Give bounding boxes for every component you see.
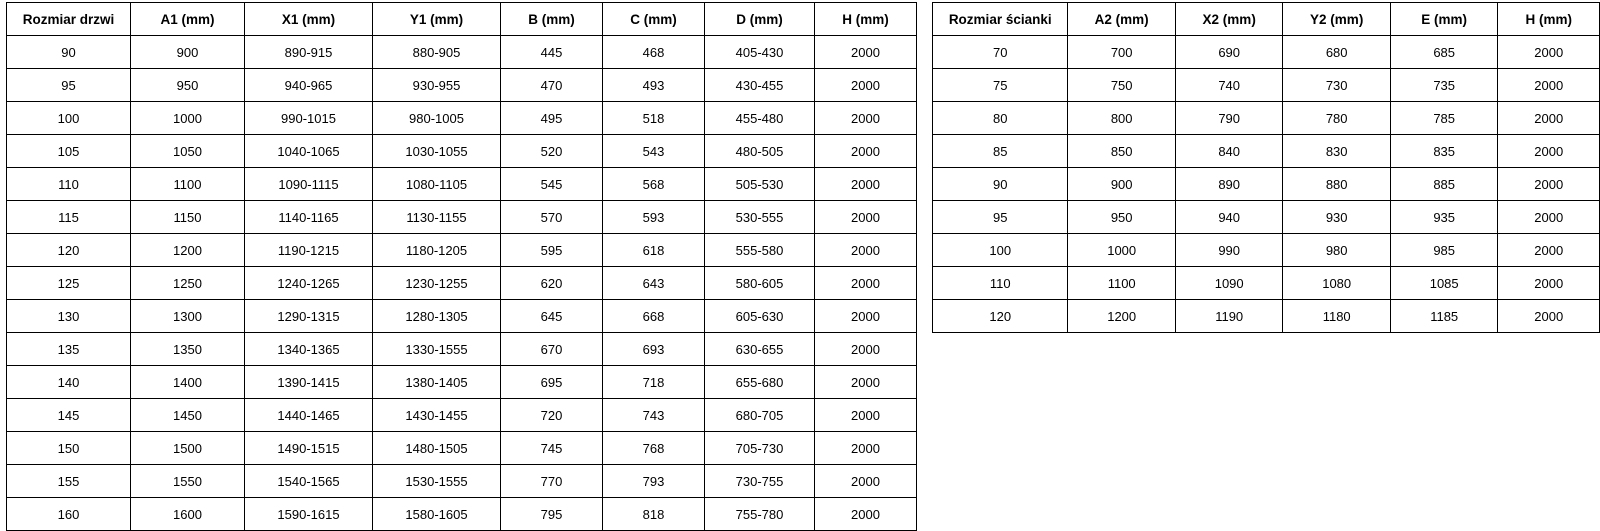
- doors-table-cell: 1590-1615: [245, 498, 373, 531]
- doors-table-cell: 470: [501, 69, 603, 102]
- doors-table-cell: 1050: [131, 135, 245, 168]
- doors-table-head: [7, 3, 917, 36]
- doors-table-cell: 1100: [131, 168, 245, 201]
- walls-table-cell: 1180: [1283, 300, 1391, 333]
- walls-table-cell: 110: [933, 267, 1068, 300]
- doors-table-cell: 1130-1155: [373, 201, 501, 234]
- doors-table-cell: 1390-1415: [245, 366, 373, 399]
- doors-table-column-header: A1 (mm): [131, 3, 245, 36]
- doors-table-cell: 990-1015: [245, 102, 373, 135]
- doors-table-body: [7, 36, 917, 531]
- walls-table-column-header: Rozmiar ścianki: [933, 3, 1068, 36]
- walls-table-cell: 2000: [1498, 69, 1600, 102]
- doors-table-cell: 480-505: [705, 135, 815, 168]
- doors-table-cell: 2000: [815, 465, 917, 498]
- walls-table-cell: 2000: [1498, 234, 1600, 267]
- walls-table-cell: 735: [1390, 69, 1498, 102]
- doors-table-cell: 505-530: [705, 168, 815, 201]
- table-row: [7, 333, 917, 366]
- doors-table-column-header: D (mm): [705, 3, 815, 36]
- doors-table-cell: 693: [603, 333, 705, 366]
- doors-table-cell: 1230-1255: [373, 267, 501, 300]
- doors-table-cell: 1240-1265: [245, 267, 373, 300]
- doors-table-cell: 1290-1315: [245, 300, 373, 333]
- walls-table-cell: 780: [1283, 102, 1391, 135]
- doors-table-cell: 1530-1555: [373, 465, 501, 498]
- doors-table-cell: 1580-1605: [373, 498, 501, 531]
- doors-table-cell: 645: [501, 300, 603, 333]
- doors-dimensions-table-container: [6, 2, 917, 531]
- doors-table-cell: 1380-1405: [373, 366, 501, 399]
- walls-table-head: [933, 3, 1600, 36]
- doors-table-cell: 793: [603, 465, 705, 498]
- walls-table-cell: 785: [1390, 102, 1498, 135]
- doors-table-cell: 160: [7, 498, 131, 531]
- walls-table-cell: 1185: [1390, 300, 1498, 333]
- walls-table-cell: 990: [1175, 234, 1283, 267]
- table-row: [933, 234, 1600, 267]
- doors-table-cell: 1500: [131, 432, 245, 465]
- walls-table-cell: 2000: [1498, 168, 1600, 201]
- doors-table-cell: 90: [7, 36, 131, 69]
- doors-table-column-header: Y1 (mm): [373, 3, 501, 36]
- doors-table-cell: 720: [501, 399, 603, 432]
- doors-table-cell: 570: [501, 201, 603, 234]
- walls-table-cell: 2000: [1498, 135, 1600, 168]
- doors-table-cell: 120: [7, 234, 131, 267]
- doors-table-header-row: [7, 3, 917, 36]
- table-row: [933, 168, 1600, 201]
- doors-table-column-header: X1 (mm): [245, 3, 373, 36]
- doors-table-cell: 110: [7, 168, 131, 201]
- walls-table-cell: 935: [1390, 201, 1498, 234]
- table-row: [933, 300, 1600, 333]
- doors-table-cell: 630-655: [705, 333, 815, 366]
- doors-table-cell: 618: [603, 234, 705, 267]
- doors-table-cell: 620: [501, 267, 603, 300]
- doors-table-cell: 1550: [131, 465, 245, 498]
- doors-table-cell: 670: [501, 333, 603, 366]
- walls-table-cell: 890: [1175, 168, 1283, 201]
- doors-table-cell: 900: [131, 36, 245, 69]
- doors-table-cell: 135: [7, 333, 131, 366]
- doors-table-cell: 795: [501, 498, 603, 531]
- walls-table-cell: 2000: [1498, 267, 1600, 300]
- doors-table-cell: 2000: [815, 432, 917, 465]
- doors-table-cell: 150: [7, 432, 131, 465]
- walls-table-cell: 980: [1283, 234, 1391, 267]
- walls-table-cell: 680: [1283, 36, 1391, 69]
- doors-table-cell: 2000: [815, 135, 917, 168]
- table-row: [7, 399, 917, 432]
- doors-dimensions-table: [6, 2, 917, 531]
- doors-table-cell: 1330-1555: [373, 333, 501, 366]
- doors-table-cell: 593: [603, 201, 705, 234]
- table-row: [7, 432, 917, 465]
- walls-table-cell: 730: [1283, 69, 1391, 102]
- doors-table-cell: 1540-1565: [245, 465, 373, 498]
- walls-table-cell: 700: [1068, 36, 1176, 69]
- walls-table-cell: 985: [1390, 234, 1498, 267]
- walls-table-cell: 940: [1175, 201, 1283, 234]
- doors-table-cell: 130: [7, 300, 131, 333]
- doors-table-cell: 1030-1055: [373, 135, 501, 168]
- table-row: [933, 201, 1600, 234]
- doors-table-cell: 2000: [815, 234, 917, 267]
- walls-table-column-header: Y2 (mm): [1283, 3, 1391, 36]
- doors-table-cell: 1400: [131, 366, 245, 399]
- doors-table-cell: 445: [501, 36, 603, 69]
- doors-table-cell: 718: [603, 366, 705, 399]
- walls-table-cell: 750: [1068, 69, 1176, 102]
- doors-table-cell: 95: [7, 69, 131, 102]
- table-row: [7, 300, 917, 333]
- walls-table-column-header: A2 (mm): [1068, 3, 1176, 36]
- doors-table-cell: 468: [603, 36, 705, 69]
- walls-dimensions-table: [932, 2, 1600, 333]
- doors-table-cell: 1180-1205: [373, 234, 501, 267]
- walls-table-cell: 1190: [1175, 300, 1283, 333]
- walls-table-cell: 880: [1283, 168, 1391, 201]
- walls-table-cell: 885: [1390, 168, 1498, 201]
- walls-table-cell: 900: [1068, 168, 1176, 201]
- doors-table-cell: 743: [603, 399, 705, 432]
- walls-dimensions-table-container: [932, 2, 1600, 333]
- doors-table-cell: 518: [603, 102, 705, 135]
- table-row: [7, 102, 917, 135]
- doors-table-cell: 1480-1505: [373, 432, 501, 465]
- table-row: [933, 69, 1600, 102]
- doors-table-cell: 545: [501, 168, 603, 201]
- doors-table-cell: 2000: [815, 102, 917, 135]
- doors-table-column-header: B (mm): [501, 3, 603, 36]
- doors-table-cell: 2000: [815, 498, 917, 531]
- doors-table-cell: 100: [7, 102, 131, 135]
- walls-table-cell: 80: [933, 102, 1068, 135]
- table-row: [7, 366, 917, 399]
- doors-table-cell: 1450: [131, 399, 245, 432]
- walls-table-cell: 120: [933, 300, 1068, 333]
- doors-table-cell: 1490-1515: [245, 432, 373, 465]
- doors-table-cell: 668: [603, 300, 705, 333]
- doors-table-cell: 1350: [131, 333, 245, 366]
- walls-table-cell: 1100: [1068, 267, 1176, 300]
- doors-table-cell: 1430-1455: [373, 399, 501, 432]
- table-row: [933, 102, 1600, 135]
- walls-table-cell: 840: [1175, 135, 1283, 168]
- walls-table-cell: 850: [1068, 135, 1176, 168]
- walls-table-cell: 930: [1283, 201, 1391, 234]
- doors-table-cell: 745: [501, 432, 603, 465]
- doors-table-cell: 940-965: [245, 69, 373, 102]
- table-row: [7, 498, 917, 531]
- doors-table-cell: 1600: [131, 498, 245, 531]
- doors-table-cell: 930-955: [373, 69, 501, 102]
- walls-table-cell: 1000: [1068, 234, 1176, 267]
- walls-table-cell: 2000: [1498, 36, 1600, 69]
- doors-table-cell: 2000: [815, 333, 917, 366]
- doors-table-cell: 1140-1165: [245, 201, 373, 234]
- walls-table-cell: 1090: [1175, 267, 1283, 300]
- walls-table-column-header: H (mm): [1498, 3, 1600, 36]
- walls-table-column-header: X2 (mm): [1175, 3, 1283, 36]
- doors-table-cell: 530-555: [705, 201, 815, 234]
- table-row: [7, 201, 917, 234]
- doors-table-cell: 1250: [131, 267, 245, 300]
- table-row: [933, 135, 1600, 168]
- doors-table-cell: 730-755: [705, 465, 815, 498]
- doors-table-cell: 495: [501, 102, 603, 135]
- doors-table-cell: 1300: [131, 300, 245, 333]
- doors-table-cell: 705-730: [705, 432, 815, 465]
- doors-table-column-header: Rozmiar drzwi: [7, 3, 131, 36]
- doors-table-cell: 1440-1465: [245, 399, 373, 432]
- doors-table-cell: 520: [501, 135, 603, 168]
- doors-table-cell: 1080-1105: [373, 168, 501, 201]
- table-row: [933, 36, 1600, 69]
- doors-table-cell: 770: [501, 465, 603, 498]
- walls-table-cell: 740: [1175, 69, 1283, 102]
- doors-table-cell: 580-605: [705, 267, 815, 300]
- doors-table-cell: 1190-1215: [245, 234, 373, 267]
- walls-table-cell: 1200: [1068, 300, 1176, 333]
- doors-table-cell: 555-580: [705, 234, 815, 267]
- walls-table-column-header: E (mm): [1390, 3, 1498, 36]
- walls-table-cell: 830: [1283, 135, 1391, 168]
- walls-table-cell: 950: [1068, 201, 1176, 234]
- walls-table-cell: 95: [933, 201, 1068, 234]
- walls-table-cell: 1085: [1390, 267, 1498, 300]
- doors-table-cell: 543: [603, 135, 705, 168]
- walls-table-cell: 690: [1175, 36, 1283, 69]
- table-row: [7, 36, 917, 69]
- doors-table-cell: 880-905: [373, 36, 501, 69]
- doors-table-cell: 890-915: [245, 36, 373, 69]
- table-row: [7, 267, 917, 300]
- doors-table-column-header: C (mm): [603, 3, 705, 36]
- walls-table-cell: 835: [1390, 135, 1498, 168]
- table-row: [7, 168, 917, 201]
- doors-table-cell: 125: [7, 267, 131, 300]
- doors-table-cell: 818: [603, 498, 705, 531]
- doors-table-cell: 2000: [815, 267, 917, 300]
- doors-table-cell: 2000: [815, 36, 917, 69]
- walls-table-cell: 2000: [1498, 102, 1600, 135]
- doors-table-cell: 655-680: [705, 366, 815, 399]
- doors-table-cell: 493: [603, 69, 705, 102]
- table-row: [7, 69, 917, 102]
- walls-table-cell: 2000: [1498, 201, 1600, 234]
- walls-table-cell: 685: [1390, 36, 1498, 69]
- walls-table-cell: 90: [933, 168, 1068, 201]
- doors-table-cell: 115: [7, 201, 131, 234]
- table-row: [7, 135, 917, 168]
- walls-table-cell: 100: [933, 234, 1068, 267]
- doors-table-cell: 2000: [815, 366, 917, 399]
- doors-table-cell: 405-430: [705, 36, 815, 69]
- table-row: [7, 234, 917, 267]
- doors-table-cell: 2000: [815, 201, 917, 234]
- doors-table-cell: 2000: [815, 168, 917, 201]
- doors-table-cell: 140: [7, 366, 131, 399]
- walls-table-cell: 800: [1068, 102, 1176, 135]
- doors-table-cell: 1090-1115: [245, 168, 373, 201]
- doors-table-cell: 950: [131, 69, 245, 102]
- doors-table-cell: 643: [603, 267, 705, 300]
- doors-table-cell: 680-705: [705, 399, 815, 432]
- doors-table-cell: 1340-1365: [245, 333, 373, 366]
- walls-table-header-row: [933, 3, 1600, 36]
- doors-table-cell: 2000: [815, 399, 917, 432]
- table-row: [7, 465, 917, 498]
- doors-table-cell: 755-780: [705, 498, 815, 531]
- doors-table-cell: 430-455: [705, 69, 815, 102]
- doors-table-cell: 768: [603, 432, 705, 465]
- doors-table-cell: 155: [7, 465, 131, 498]
- doors-table-column-header: H (mm): [815, 3, 917, 36]
- doors-table-cell: 695: [501, 366, 603, 399]
- doors-table-cell: 595: [501, 234, 603, 267]
- walls-table-cell: 85: [933, 135, 1068, 168]
- doors-table-cell: 568: [603, 168, 705, 201]
- doors-table-cell: 1200: [131, 234, 245, 267]
- table-row: [933, 267, 1600, 300]
- walls-table-cell: 75: [933, 69, 1068, 102]
- doors-table-cell: 980-1005: [373, 102, 501, 135]
- doors-table-cell: 1150: [131, 201, 245, 234]
- doors-table-cell: 455-480: [705, 102, 815, 135]
- walls-table-cell: 790: [1175, 102, 1283, 135]
- doors-table-cell: 1000: [131, 102, 245, 135]
- walls-table-cell: 1080: [1283, 267, 1391, 300]
- doors-table-cell: 1280-1305: [373, 300, 501, 333]
- walls-table-body: [933, 36, 1600, 333]
- doors-table-cell: 145: [7, 399, 131, 432]
- doors-table-cell: 2000: [815, 69, 917, 102]
- doors-table-cell: 1040-1065: [245, 135, 373, 168]
- walls-table-cell: 70: [933, 36, 1068, 69]
- doors-table-cell: 2000: [815, 300, 917, 333]
- doors-table-cell: 605-630: [705, 300, 815, 333]
- doors-table-cell: 105: [7, 135, 131, 168]
- walls-table-cell: 2000: [1498, 300, 1600, 333]
